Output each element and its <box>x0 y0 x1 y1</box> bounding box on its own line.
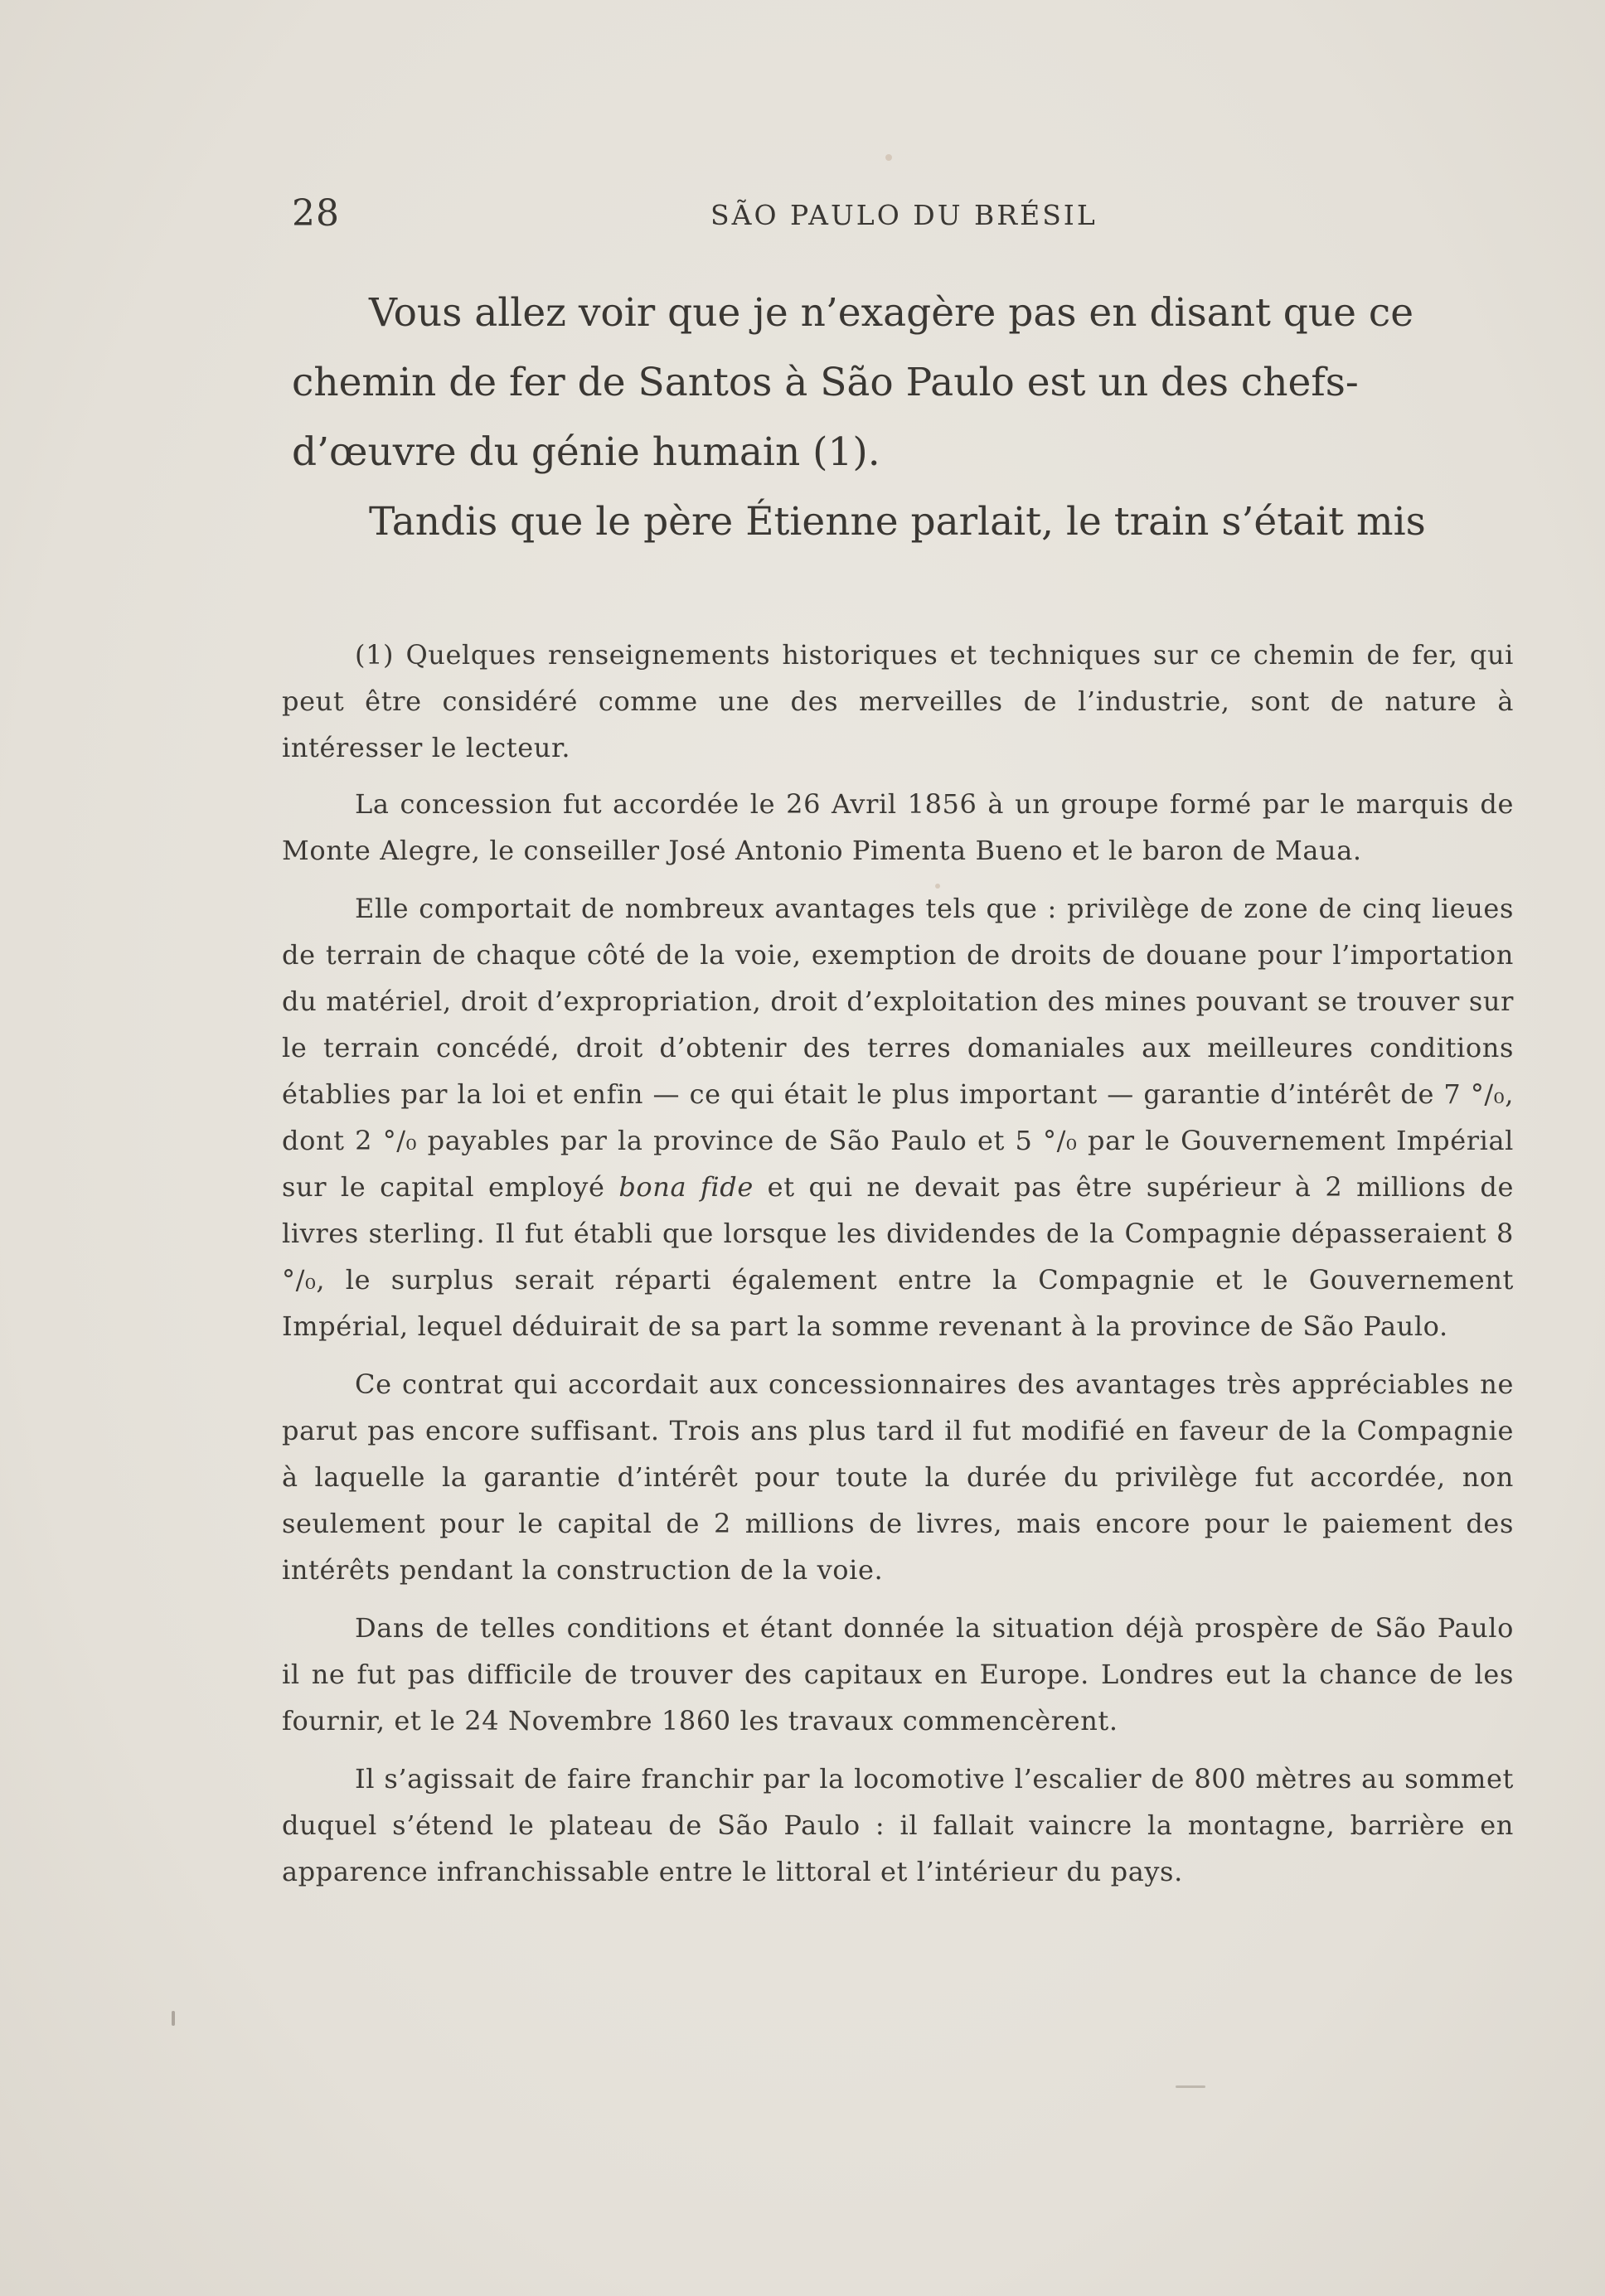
footnote-avantages-text-a: Elle comportait de nombreux avantages tels que : privilège de zone de cinq lieues de terrain de chaque côté de la voie, exemption de droits de douane pour l’importation du matériel, droit d’expropriation, droit d’exploitation des mines pouvant se trouver sur le terrain concédé, droit d’obtenir des terres domaniales aux meilleures conditions établies par la loi et enfin — ce qui était le plus important — garantie d’intérêt de 7 °/₀, dont 2 °/₀ payables par la province de São Paulo et 5 °/₀ par le Gouvernement Impérial sur le capital employé <box>282 893 1514 1203</box>
footnote-paragraph-locomotive: Il s’agissait de faire franchir par la locomotive l’escalier de 800 mètres au sommet duquel s’étend le plateau de São Paulo : il fallait vaincre la montagne, barrière en apparence infranchissable entre le littoral et l’intérieur du pays. <box>282 1763 1514 1887</box>
main-line-1: Vous allez voir que je n’exagère pas en disant que ce <box>369 290 1414 336</box>
footnote-italic-bona-fide: bona fide <box>618 1171 754 1203</box>
footnotes <box>282 632 1514 1906</box>
footnote-paragraph-contrat: Ce contrat qui accordait aux concessionnaires des avantages très appréciables ne parut pas encore suffisant. Trois ans plus tard il fut modifié en faveur de la Compagnie à laquelle la garantie d’intérêt pour toute la durée du privilège fut accordée, non seulement pour le capital de 2 millions de livres, mais encore pour le paiement des intérêts pendant la construction de la voie. <box>282 1368 1514 1586</box>
running-title: SÃO PAULO DU BRÉSIL <box>710 199 1098 231</box>
footnote-1: (1) Quelques renseignements historiques et techniques sur ce chemin de fer, qui peut être considéré comme une des merveilles de l’industrie, sont de nature à intéresser le lecteur. <box>282 639 1514 763</box>
paper-mark <box>1176 2085 1205 2088</box>
footnote-paragraph-concession: La concession fut accordée le 26 Avril 1856 à un groupe formé par le marquis de Monte Alegre, le conseiller José Antonio Pimenta Bueno et le baron de Maua. <box>282 788 1514 866</box>
main-line-2: chemin de fer de Santos à São Paulo est un des chefs- <box>292 360 1359 405</box>
main-paragraph-1 <box>292 279 1517 487</box>
main-text <box>292 279 1517 557</box>
footnote-paragraph-avantages <box>282 885 1514 1349</box>
paper-mark <box>172 2011 175 2026</box>
page-number: 28 <box>292 192 340 235</box>
paper-speck <box>885 154 892 161</box>
running-head <box>292 192 1517 242</box>
footnote-avantages-text-b: et qui ne devait pas être supérieur à 2 millions de livres sterling. Il fut établi que lorsque les dividendes de la Compagnie dépasseraient 8 °/₀, le surplus serait réparti également entre la Compagnie et le Gouvernement Impérial, lequel déduirait de sa part la somme revenant à la province de São Paulo. <box>282 1171 1514 1342</box>
main-paragraph-2: Tandis que le père Étienne parlait, le train s’était mis <box>369 499 1426 545</box>
main-line-3: d’œuvre du génie humain (1). <box>292 429 880 475</box>
paper-speck <box>935 884 940 889</box>
footnote-paragraph-conditions: Dans de telles conditions et étant donnée la situation déjà prospère de São Paulo il ne fut pas difficile de trouver des capitaux en Europe. Londres eut la chance de les fournir, et le 24 Novembre 1860 les travaux commencèrent. <box>282 1612 1514 1737</box>
